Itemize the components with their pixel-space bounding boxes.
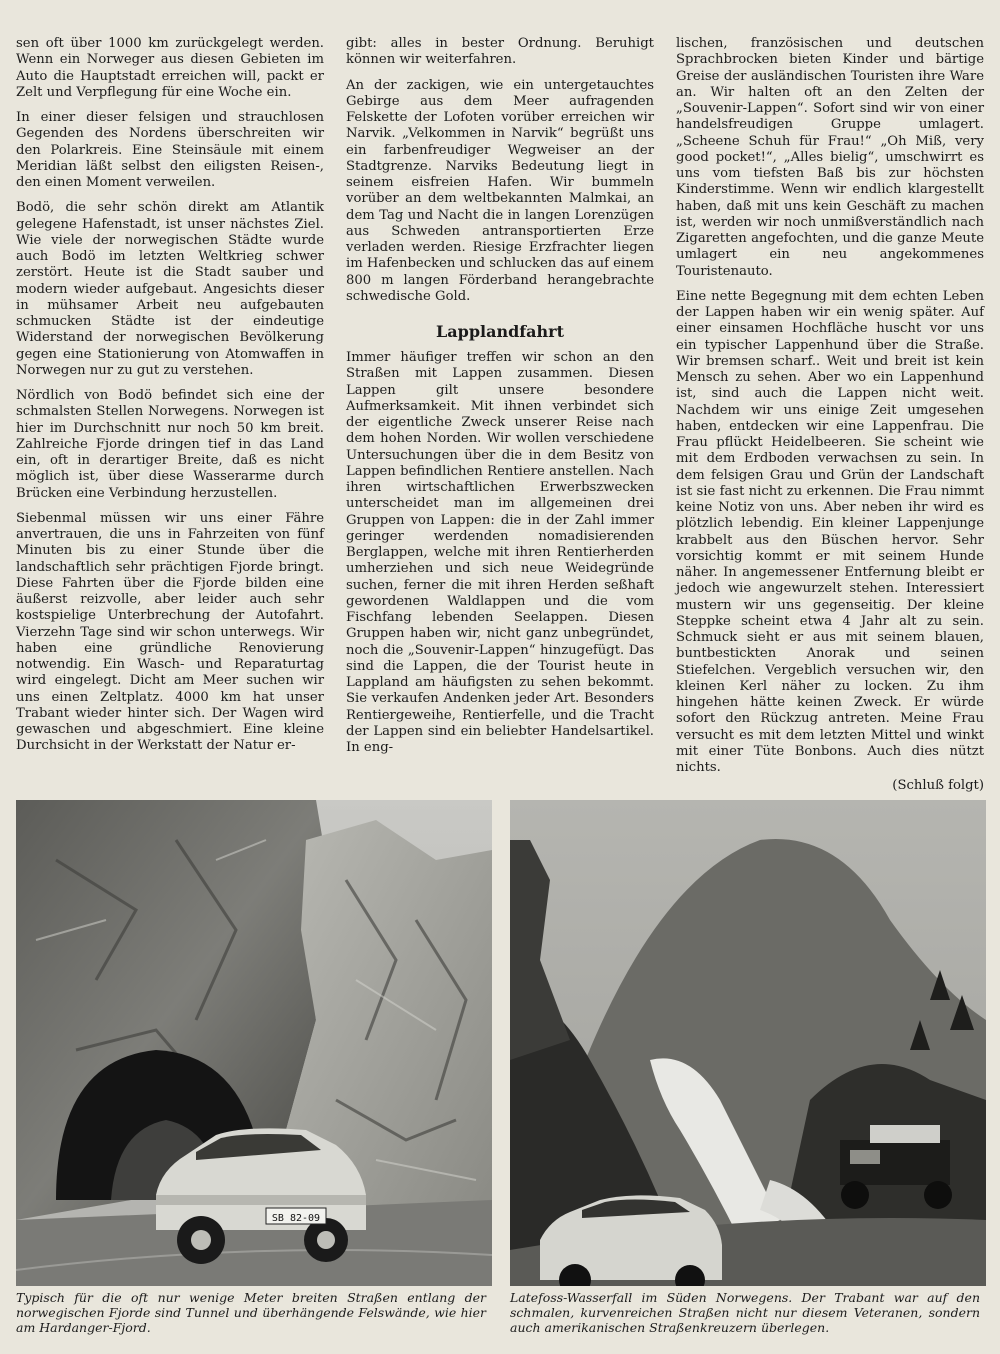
continued-note: (Schluß folgt): [892, 778, 984, 794]
tunnel-illustration: [16, 800, 492, 1286]
paragraph: Immer häufiger treffen wir schon an den Straßen mit Lappen zusammen. Diesen Lappen gilt unsere besondere Aufmerksamkeit. Mit ihnen verbindet sich der eigentliche Zweck unserer Reise nach dem hohen Norden. Wir wollen verschiedene Untersuchungen über die in dem Besitz von Lappen befindlichen Rentiere anstellen. Nach ihren wirtschaftlichen Erwerbszwecken unterscheidet man im allgemeinen drei Gruppen von Lappen: die in der Zahl immer geringer werdenden nomadisierenden Berglappen, welche mit ihren Rentierherden umherziehen und sich neue Weidegründe suchen, ferner die mit ihren Herden seßhaft gewordenen Waldlappen und die vom Fischfang lebenden Seelappen. Diesen Gruppen haben wir, nicht ganz unbegründet, noch die „Souvenir-Lappen“ hinzugefügt. Das sind die Lappen, die der Tourist heute in Lappland am häufigsten zu sehen bekommt. Sie verkaufen Andenken jeder Art. Besonders Rentiergeweihe, Rentierfelle, und die Tracht der Lappen sind ein beliebter Handelsartikel. In eng-: [346, 350, 654, 755]
photo-waterfall: [510, 800, 986, 1286]
column-2: [346, 36, 654, 776]
photo-caption-left: Typisch für die oft nur wenige Meter breiten Straßen entlang der norwegischen Fjorde sind Tunnel und überhängende Felswände, wie hier am Hardanger-Fjord.: [16, 1290, 486, 1335]
paragraph: An der zackigen, wie ein untergetauchtes Gebirge aus dem Meer aufragenden Felskette der Lofoten vorüber erreichen wir Narvik. „Velkommen in Narvik“ begrüßt uns ein farbenfreudiger Wegweiser an der Stadtgrenze. Narviks Bedeutung liegt in seinem eisfreien Hafen. Wir bummeln vorüber an dem weltbekannten Malmkai, an dem Tag und Nacht die in langen Lorenzügen aus Schweden antransportierten Erze verladen werden. Riesige Erzfrachter liegen im Hafenbecken und schlucken das auf einem 800 m langen Förderband herangebrachte schwedische Gold.: [346, 77, 654, 304]
license-plate: SB 82-09: [271, 1213, 321, 1224]
column-1: [16, 36, 324, 776]
section-heading: Lapplandfahrt: [436, 322, 564, 341]
paragraph: Bodö, die sehr schön direkt am Atlantik gelegene Hafenstadt, ist unser nächstes Ziel. Wie viele der norwegischen Städte wurde auch Bodö im letzten Weltkrieg schwer zerstört. Heute ist die Stadt sauber und modern wieder aufgebaut. Angesichts dieser in mühsamer Arbeit neu aufgebauten schmucken Städte ist der eindeutige Widerstand der norwegischen Bevölkerung gegen eine Stationierung von Atomwaffen in Norwegen nur zu gut zu verstehen.: [16, 200, 324, 378]
paragraph: Nördlich von Bodö befindet sich eine der schmalsten Stellen Norwegens. Norwegen ist hier im Durchschnitt nur noch 50 km breit. Zahlreiche Fjorde dringen tief in das Land ein, oft in derartiger Breite, daß es nicht möglich ist, über diese Wasserarme durch Brücken eine Verbindung herzustellen.: [16, 388, 324, 501]
column-3: [676, 36, 984, 794]
waterfall-illustration: [510, 800, 986, 1286]
paragraph: In einer dieser felsigen und strauchlosen Gegenden des Nordens überschreiten wir den Polarkreis. Eine Steinsäule mit einem Meridian läßt selbst den eiligsten Reisen-, den einen Moment verweilen.: [16, 110, 324, 190]
paragraph: Eine nette Begegnung mit dem echten Leben der Lappen haben wir ein wenig später. Auf einer einsamen Hochfläche huscht vor uns ein typischer Lappenhund über die Straße. Wir bremsen scharf.. Weit und breit ist kein Mensch zu sehen. Aber wo ein Lappenhund ist, sind auch die Lappen nicht weit. Nachdem wir uns einige Zeit umgesehen haben, entdecken wir eine Lappenfrau. Die Frau pflückt Heidelbeeren. Sie scheint wie mit dem Erdboden verwachsen zu sein. In dem felsigen Grau und Grün der Landschaft ist sie fast nicht zu erkennen. Die Frau nimmt keine Notiz von uns. Aber neben ihr wird es plötzlich lebendig. Ein kleiner Lappenjunge krabbelt aus den Büschen hervor. Sehr vorsichtig kommt er mit seinem Hunde näher. In angemessener Entfernung bleibt er jedoch wie angewurzelt stehen. Interessiert mustern wir uns gegenseitig. Der kleine Steppke scheint etwa 4 Jahr alt zu sein. Schmuck sieht er aus mit seinem blauen, buntbestickten Anorak und seinen Stiefelchen. Vergeblich versuchen wir, den kleinen Kerl näher zu locken. Zu ihm hingehen hätte keinen Zweck. Er würde sofort den Rückzug antreten. Meine Frau versucht es mit dem letzten Mittel und winkt mit einer Tüte Bonbons. Auch dies nützt nichts.: [676, 288, 984, 775]
paragraph: lischen, französischen und deutschen Sprachbrocken bieten Kinder und bärtige Greise der ausländischen Touristen ihre Ware an. Wir halten oft an den Zelten der „Souvenir-Lappen“. Sofort sind wir von einer handelsfreudigen Gruppe umlagert. „Scheene Schuh für Frau!“ „Oh Miß, very good pocket!“, „Alles bielig“, umschwirrt es uns vom tiefsten Baß bis zur höchsten Kinderstimme. Wenn wir endlich klargestellt haben, daß mit uns kein Geschäft zu machen ist, werden wir noch unmißverständlich nach Zigaretten angefochten, und die ganze Meute umlagert ein neu angekommenes Touristenauto.: [676, 36, 984, 279]
paragraph: Siebenmal müssen wir uns einer Fähre anvertrauen, die uns in Fahrzeiten von fünf Minuten bis zu einer Stunde über die landschaftlich sehr prächtigen Fjorde bringt. Diese Fahrten über die Fjorde bilden eine äußerst reizvolle, aber leider auch sehr kostspielige Unterbrechung der Autofahrt. Vierzehn Tage sind wir schon unterwegs. Wir haben eine gründliche Renovierung notwendig. Ein Wasch- und Reparaturtag wird eingelegt. Dicht am Meer suchen wir uns einen Zeltplatz. 4000 km hat unser Trabant wieder hinter sich. Der Wagen wird gewaschen und abgeschmiert. Eine kleine Durchsicht in der Werkstatt der Natur er-: [16, 510, 324, 754]
paragraph: gibt: alles in bester Ordnung. Beruhigt können wir weiterfahren.: [346, 36, 654, 68]
photo-tunnel: [16, 800, 492, 1286]
article-body: [16, 36, 984, 794]
photo-caption-right: Latefoss-Wasserfall im Süden Norwegens. Der Trabant war auf den schmalen, kurvenreichen Straßen nicht nur diesem Veteranen, sondern auch amerikanischen Straßenkreuzern überlegen.: [510, 1290, 980, 1335]
paragraph: sen oft über 1000 km zurückgelegt werden. Wenn ein Norweger aus diesen Gebieten im Auto die Hauptstadt erreichen will, packt er Zelt und Verpflegung für eine Woche ein.: [16, 36, 324, 100]
